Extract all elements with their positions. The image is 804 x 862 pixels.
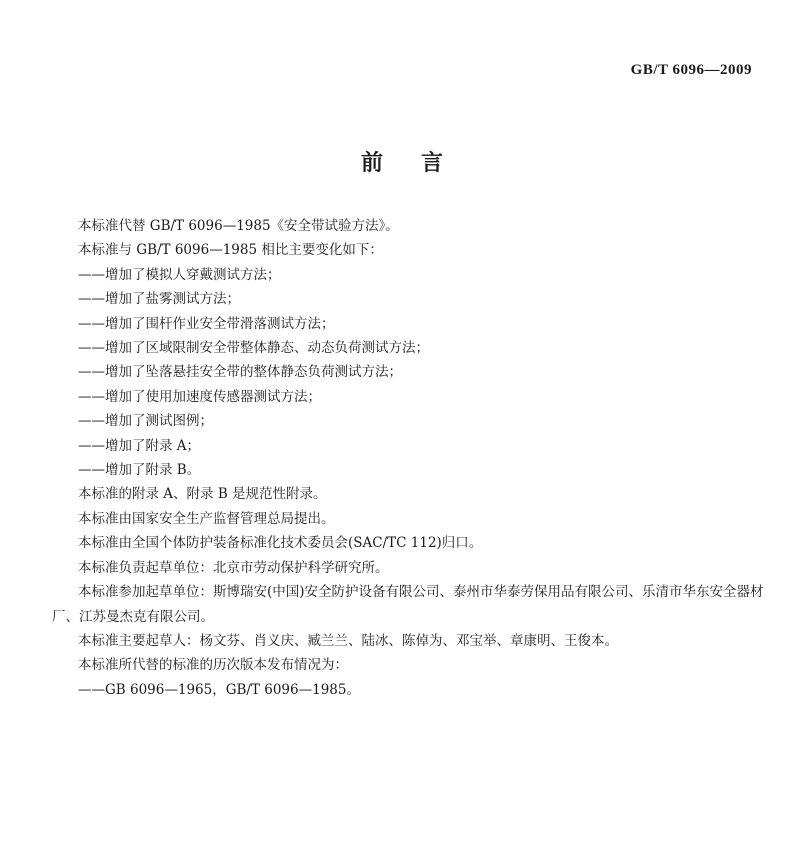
list-item: ——增加了使用加速度传感器测试方法； [78,388,321,405]
standard-code: GB/T 6096—2009 [630,62,752,78]
list-item: ——增加了附录 A； [78,437,201,454]
document-body [52,214,764,702]
paragraph-participating-units: 本标准参加起草单位：斯博瑞安(中国)安全防护设备有限公司、泰州市华泰劳保用品有限公司、乐清市华东安全器材厂、江苏曼杰克有限公司。 [52,584,764,625]
list-item: ——增加了盐雾测试方法； [78,291,240,308]
list-item: ——增加了模拟人穿戴测试方法； [78,266,281,283]
list-item: ——增加了附录 B。 [78,462,201,479]
list-item: ——增加了坠落悬挂安全带的整体静态负荷测试方法； [78,364,402,381]
page-title: 前言 [360,151,481,176]
paragraph-proposer: 本标准由国家安全生产监督管理总局提出。 [78,510,335,527]
list-item: ——增加了区域限制安全带整体静态、动态负荷测试方法； [78,340,429,357]
list-item: ——增加了围杆作业安全带滑落测试方法； [78,315,335,332]
paragraph-changes-intro: 本标准与 GB/T 6096—1985 相比主要变化如下： [78,242,383,259]
paragraph-history-intro: 本标准所代替的标准的历次版本发布情况为： [78,657,348,674]
paragraph-drafting-unit: 本标准负责起草单位：北京市劳动保护科学研究所。 [78,559,389,576]
paragraph-replaces: 本标准代替 GB/T 6096—1985《安全带试验方法》。 [78,218,399,234]
paragraph-appendix: 本标准的附录 A、附录 B 是规范性附录。 [78,486,327,503]
list-item: ——增加了测试图例； [78,413,213,430]
changes-list [52,263,764,483]
paragraph-drafters: 本标准主要起草人：杨文芬、肖义庆、臧兰兰、陆冰、陈倬为、邓宝举、章康明、王俊本。 [78,632,618,649]
paragraph-committee: 本标准由全国个体防护装备标准化技术委员会(SAC/TC 112)归口。 [78,535,483,552]
paragraph-history: ——GB 6096—1965，GB/T 6096—1985。 [78,681,360,698]
